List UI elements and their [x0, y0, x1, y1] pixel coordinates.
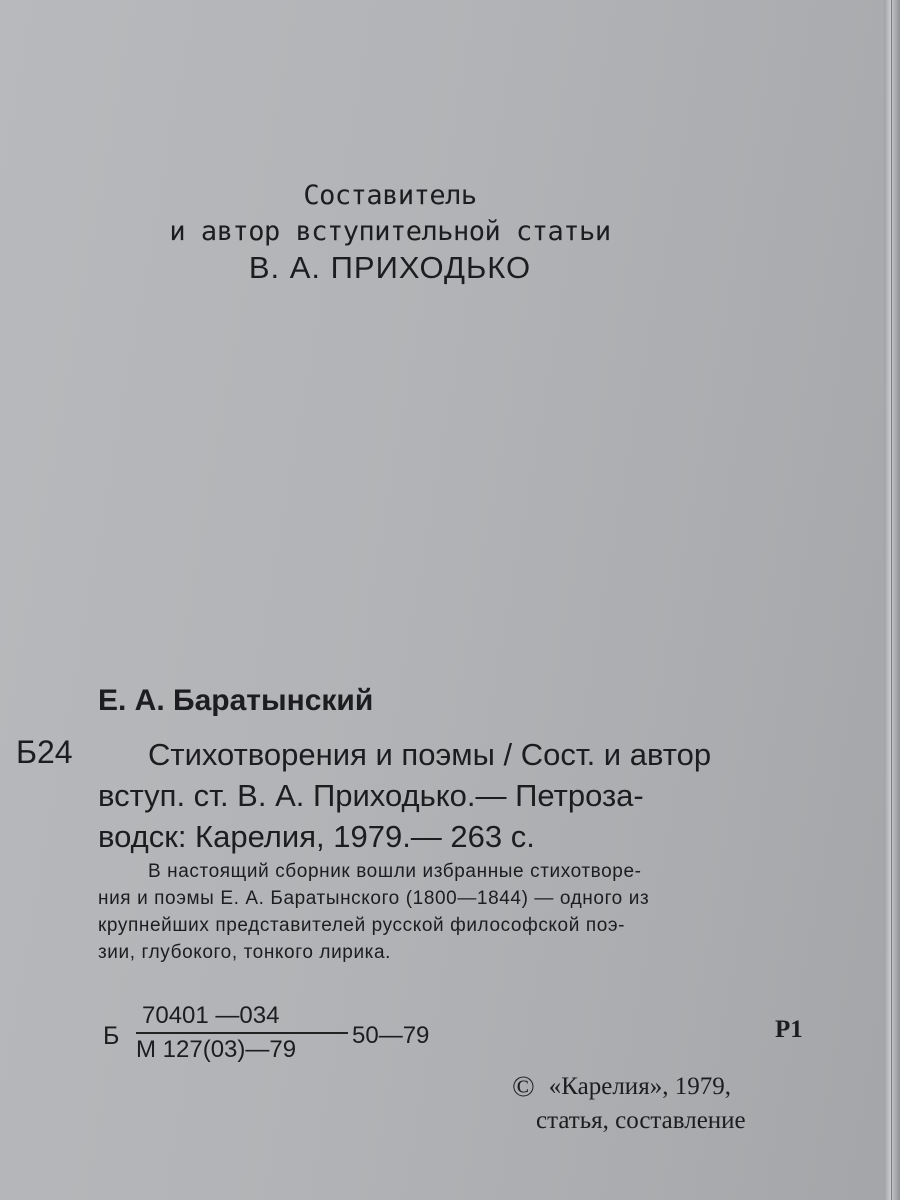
compiler-name: В. А. ПРИХОДЬКО [248, 250, 532, 285]
price-code: 50—79 [352, 1022, 430, 1049]
bibliographic-line: Стихотворения и поэмы / Сост. и автор [148, 737, 712, 772]
compiler-block [0, 178, 780, 286]
annotation-line: зии, глубокого, тонкого лирика. [98, 942, 392, 963]
copyright-block [512, 1070, 746, 1138]
page-edge [884, 0, 900, 1200]
page-edge-line [891, 0, 892, 1200]
copyright-scope: статья, составление [536, 1107, 746, 1134]
annotation-line: ния и поэмы Е. А. Баратынского (1800—1844) — одного из [98, 888, 650, 909]
annotation-line: В настоящий сборник вошли избранные стихотворе- [148, 861, 642, 882]
annotation-line: крупнейших представителей русской философской поэ- [98, 915, 626, 936]
bibliographic-line: вступ. ст. В. А. Приходько.— Петроза- [98, 778, 644, 813]
bibliographic-description [98, 734, 810, 857]
annotation [98, 858, 810, 966]
intro-author-label: и автор вступительной статьи [169, 216, 611, 247]
catalog-author: Е. А. Баратынский [98, 684, 374, 717]
copyright-holder: «Карелия», 1979, [548, 1073, 731, 1100]
bibliographic-line: водск: Карелия, 1979.— 263 с. [98, 819, 535, 854]
series-code: Р1 [775, 1016, 803, 1043]
compiler-label: Составитель [303, 180, 477, 211]
catalog-letter: Б [103, 1022, 120, 1050]
catalog-index: Б24 [16, 734, 73, 770]
catalog-fraction [136, 1000, 348, 1066]
fraction-denominator: М 127(03)—79 [136, 1036, 297, 1063]
fraction-numerator: 70401 —034 [142, 1002, 280, 1029]
copyright-icon: © [512, 1070, 535, 1103]
